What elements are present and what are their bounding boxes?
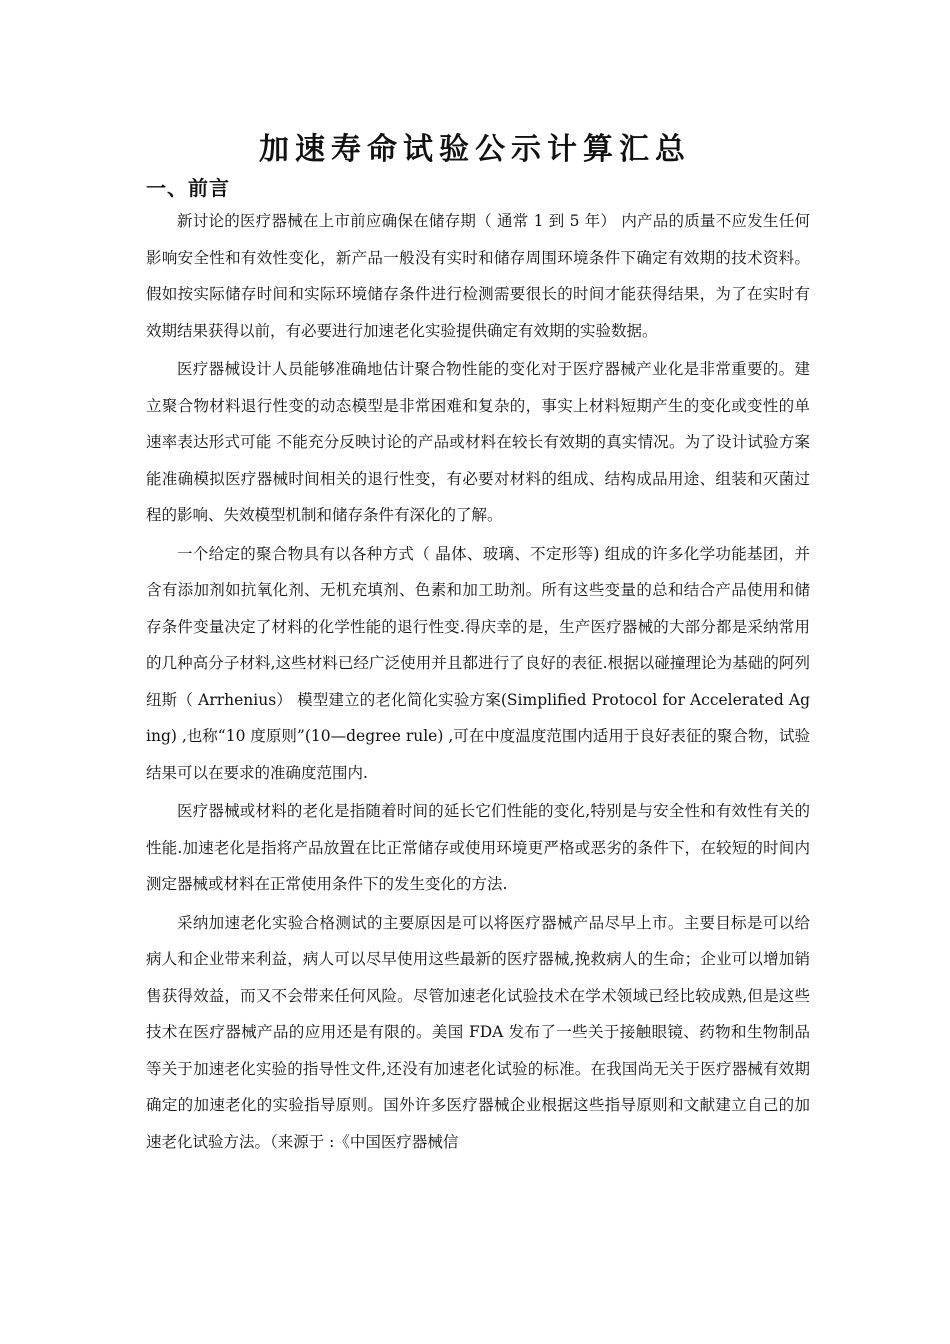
section-heading-preface: 一、前言 (146, 176, 230, 200)
paragraph-5: 采纳加速老化实验合格测试的主要原因是可以将医疗器械产品尽早上市。主要目标是可以给病人和企业带来利益，病人可以尽早使用这些最新的医疗器械,挽救病人的生命；企业可以增加销售获得效益，而又不会带来任何风险。尽管加速老化试验技术在学术领域已经比较成熟,但是这些技术在医疗器械产品的应用还是有限的。美国 FDA 发布了一些关于接触眼镜、药物和生物制品等关于加速老化实验的指导性文件,还没有加速老化试验的标准。在我国尚无关于医疗器械有效期确定的加速老化的实验指导原则。国外许多医疗器械企业根据这些指导原则和文献建立自己的加速老化试验方法。（来源于 :《中国医疗器械信 (146, 913, 810, 1151)
paragraph-1: 新讨论的医疗器械在上市前应确保在储存期（ 通常 1 到 5 年） 内产品的质量不应发生任何影响安全性和有效性变化，新产品一般没有实时和储存周围环境条件下确定有效期的技术资料。假如按实际储存时间和实际环境储存条件进行检测需要很长的时间才能获得结果，为了在实时有效期结果获得以前，有必要进行加速老化实验提供确定有效期的实验数据。 (146, 212, 810, 340)
document-title: 加速寿命试验公示计算汇总 (259, 132, 691, 167)
paragraph-3: 一个给定的聚合物具有以各种方式（ 晶体、玻璃、不定形等) 组成的许多化学功能基团，并含有添加剂如抗氧化剂、无机充填剂、色素和加工助剂。所有这些变量的总和结合产品使用和储存条件变量决定了材料的化学性能的退行性变.得庆幸的是，生产医疗器械的大部分都是采纳常用的几种高分子材料,这些材料已经广泛使用并且都进行了良好的表征.根据以碰撞理论为基础的阿列纽斯（ Arrhenius） 模型建立的老化简化实验方案(Simplified Protocol for Accelerated Aging) ,也称“10 度原则”(10—degree rule) ,可在中度温度范围内适用于良好表征的聚合物，试验结果可以在要求的准确度范围内. (146, 544, 810, 782)
paragraph-4: 医疗器械或材料的老化是指随着时间的延长它们性能的变化,特别是与安全性和有效性有关的性能.加速老化是指将产品放置在比正常储存或使用环境更严格或恶劣的条件下，在较短的时间内测定器械或材料在正常使用条件下的发生变化的方法. (146, 802, 810, 893)
document-body (146, 203, 810, 1160)
paragraph-2: 医疗器械设计人员能够准确地估计聚合物性能的变化对于医疗器械产业化是非常重要的。建立聚合物材料退行性变的动态模型是非常困难和复杂的，事实上材料短期产生的变化或变性的单速率表达形式可能 不能充分反映讨论的产品或材料在较长有效期的真实情况。为了设计试验方案能准确模拟医疗器械时间相关的退行性变，有必要对材料的组成、结构成品用途、组装和灭菌过程的影响、失效模型机制和储存条件有深化的了解。 (146, 360, 810, 524)
